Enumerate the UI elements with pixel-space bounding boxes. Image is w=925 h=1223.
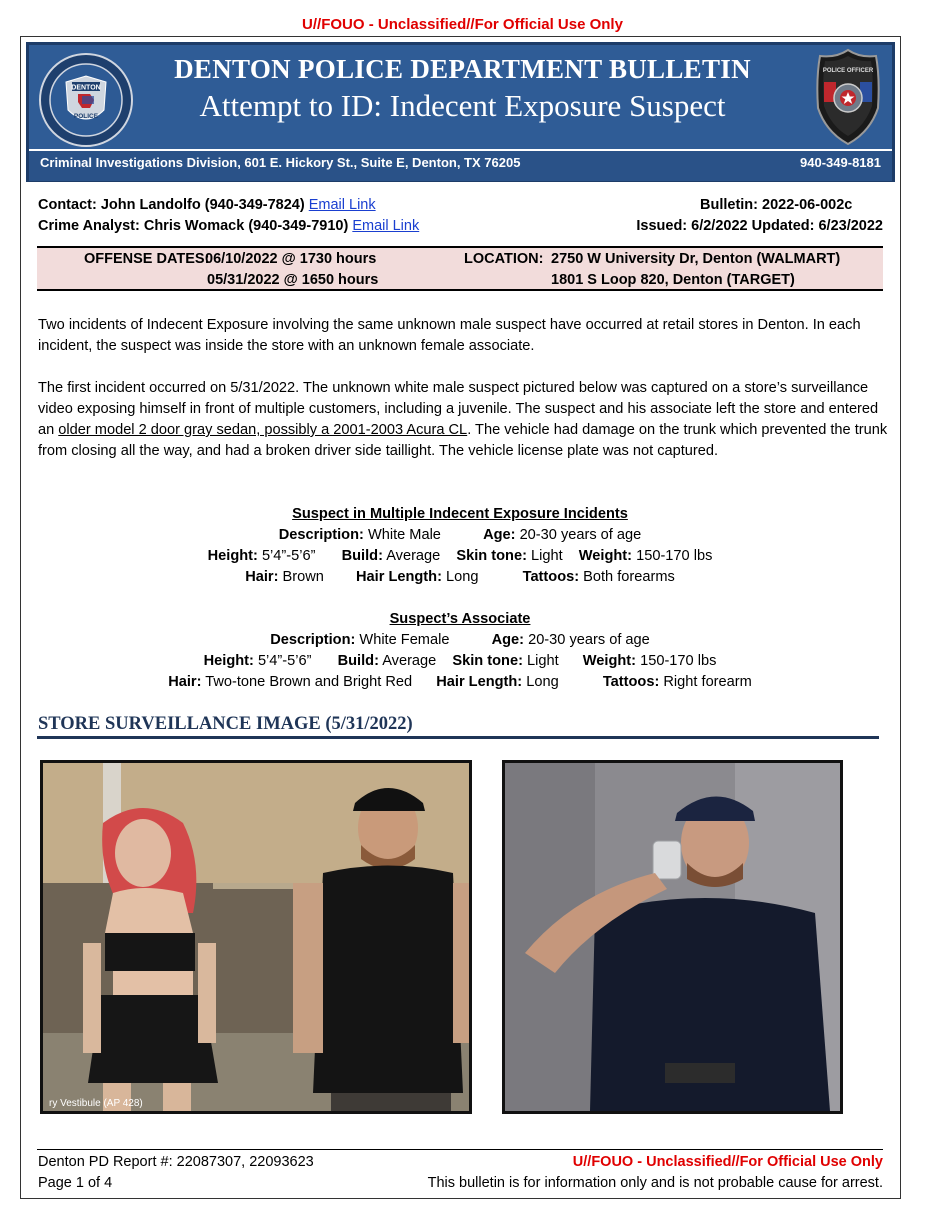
contact-line (38, 197, 376, 213)
svg-text:POLICE: POLICE (73, 113, 99, 120)
associate-heading: Suspect’s Associate (389, 611, 531, 627)
vehicle-description: older model 2 door gray sedan, possibly a 2001-2003 Acura CL (58, 422, 468, 438)
suspect-age: 20-30 years of age (519, 527, 642, 543)
suspect-hair-length: Long (446, 569, 479, 585)
contact-value: John Landolfo (940-349-7824) (100, 197, 305, 213)
associate-hair: Two-tone Brown and Bright Red (205, 674, 413, 690)
police-officer-badge-logo (814, 48, 882, 146)
department-phone: 940-349-8181 (800, 155, 881, 170)
associate-block (37, 609, 883, 693)
suspect-description: White Male (367, 527, 441, 543)
label-description: Description: (278, 527, 364, 543)
label-age: Age: (491, 632, 525, 648)
label-hair-length: Hair Length: (436, 674, 523, 690)
analyst-email-link[interactable]: Email Link (352, 218, 420, 234)
suspect-height: 5’4”-5’6” (261, 548, 316, 564)
label-height: Height: (203, 653, 254, 669)
suspect-skin: Light (531, 548, 563, 564)
label-tattoos: Tattoos: (522, 569, 580, 585)
suspect-block (37, 504, 883, 588)
suspect-build: Average (386, 548, 441, 564)
label-build: Build: (337, 653, 379, 669)
classification-footer: U//FOUO - Unclassified//For Official Use Only (572, 1154, 883, 1170)
analyst-label: Crime Analyst: (38, 218, 140, 234)
contact-label: Contact: (38, 197, 97, 213)
label-height: Height: (207, 548, 258, 564)
incident-text-before: The first incident occurred on 5/31/2022. The unknown white male suspect pictured below was captured on a store’s surveillance video exposing himself in front of multiple customers, including a juvenile. The suspect and his associate left the store and entered an (38, 380, 879, 438)
bulletin-number: Bulletin: 2022-06-002c (700, 197, 853, 213)
associate-tattoos: Right forearm (663, 674, 752, 690)
surveillance-photo-suspect-and-associate (40, 760, 472, 1114)
suspect-weight: 150-170 lbs (636, 548, 713, 564)
suspect-hair: Brown (282, 569, 324, 585)
location-label: LOCATION: (464, 251, 544, 267)
label-tattoos: Tattoos: (602, 674, 660, 690)
label-build: Build: (341, 548, 383, 564)
section-divider (37, 736, 879, 739)
label-weight: Weight: (578, 548, 633, 564)
svg-text:DENTON: DENTON (71, 84, 101, 92)
offense-dates-label: OFFENSE DATES: (84, 251, 210, 267)
analyst-value: Chris Womack (940-349-7910) (143, 218, 349, 234)
associate-hair-length: Long (526, 674, 559, 690)
bulletin-title: DENTON POLICE DEPARTMENT BULLETIN (174, 54, 751, 84)
disclaimer: This bulletin is for information only and is not probable cause for arrest. (427, 1175, 883, 1191)
footer-divider (37, 1149, 883, 1150)
contact-email-link[interactable]: Email Link (308, 197, 376, 213)
associate-weight: 150-170 lbs (640, 653, 717, 669)
page-number: Page 1 of 4 (38, 1175, 113, 1191)
location-2: 1801 S Loop 820, Denton (TARGET) (551, 272, 795, 288)
division-address: Criminal Investigations Division, 601 E. Hickory St., Suite E, Denton, TX 76205 (40, 155, 521, 170)
summary-paragraph: Two incidents of Indecent Exposure involving the same unknown male suspect have occurred at retail stores in Denton. In each incident, the suspect was inside the store with an unknown female associate. (38, 317, 861, 354)
suspect-tattoos: Both forearms (583, 569, 675, 585)
label-weight: Weight: (582, 653, 637, 669)
classification-banner-top: U//FOUO - Unclassified//For Official Use Only (302, 16, 623, 33)
incident-paragraph (38, 378, 888, 462)
offense-date-1: 06/10/2022 @ 1730 hours (205, 251, 377, 267)
bulletin-subtitle: Attempt to ID: Indecent Exposure Suspect (199, 88, 726, 123)
label-hair-length: Hair Length: (356, 569, 442, 585)
location-1: 2750 W University Dr, Denton (WALMART) (551, 251, 841, 267)
label-skin: Skin tone: (456, 548, 527, 564)
analyst-line (38, 218, 419, 234)
associate-age: 20-30 years of age (528, 632, 650, 648)
associate-build: Average (382, 653, 437, 669)
label-description: Description: (270, 632, 356, 648)
surveillance-photo-suspect-drinking (502, 760, 843, 1114)
incident-text-after: . The vehicle had damage on the trunk which prevented the trunk from closing all the way, and had a broken driver side taillight. The vehicle license plate was not captured. (38, 422, 888, 459)
label-skin: Skin tone: (452, 653, 523, 669)
report-numbers: Denton PD Report #: 22087307, 22093623 (38, 1154, 314, 1170)
associate-description: White Female (359, 632, 450, 648)
label-age: Age: (483, 527, 516, 543)
surveillance-section-heading: STORE SURVEILLANCE IMAGE (5/31/2022) (38, 714, 413, 734)
label-hair: Hair: (168, 674, 202, 690)
label-hair: Hair: (245, 569, 279, 585)
denton-police-seal-logo (38, 52, 134, 148)
associate-skin: Light (527, 653, 559, 669)
offense-date-2: 05/31/2022 @ 1650 hours (207, 272, 379, 288)
associate-height: 5’4”-5’6” (257, 653, 312, 669)
issued-updated-dates: Issued: 6/2/2022 Updated: 6/23/2022 (636, 218, 883, 234)
suspect-heading: Suspect in Multiple Indecent Exposure Incidents (292, 506, 628, 522)
photo-timestamp-caption: ry Vestibule (AP 428) (49, 1098, 143, 1109)
svg-text:POLICE OFFICER: POLICE OFFICER (822, 68, 874, 74)
